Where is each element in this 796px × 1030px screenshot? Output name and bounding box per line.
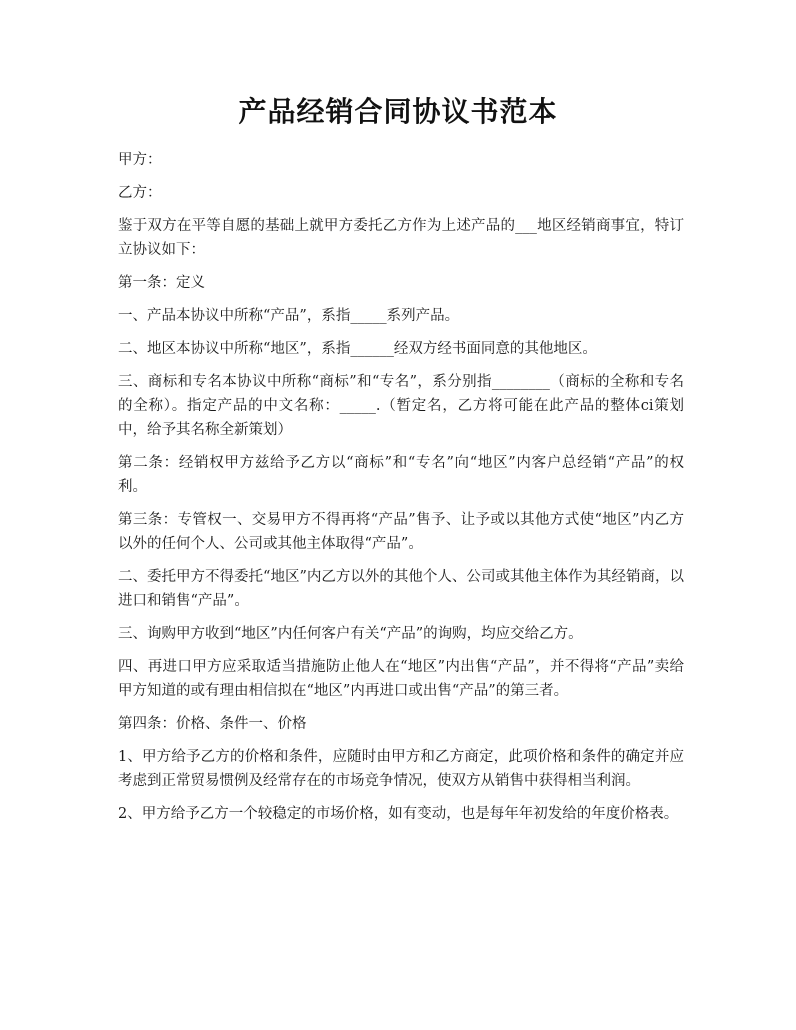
clause-reimport: 四、再进口甲方应采取适当措施防止他人在“地区”内出售“产品”，并不得将“产品”卖给甲方知道的或有理由相信拟在“地区”内再进口或出售“产品”的第三者。 <box>118 659 684 699</box>
document-body <box>118 148 684 835</box>
document-title: 产品经销合同协议书范本 <box>238 95 558 128</box>
clause-entrust: 二、委托甲方不得委托“地区”内乙方以外的其他个人、公司或其他主体作为其经销商，以进口和销售“产品”。 <box>118 569 684 609</box>
party-b-line: 乙方： <box>118 185 162 201</box>
price-clause-1: 1、甲方给予乙方的价格和条件，应随时由甲方和乙方商定，此项价格和条件的确定并应考虑到正常贸易惯例及经常存在的市场竞争情况，使双方从销售中获得相当利润。 <box>118 749 684 789</box>
preamble-paragraph: 鉴于双方在平等自愿的基础上就甲方委托乙方作为上述产品的___地区经销商事宜，特订立协议如下： <box>118 218 684 258</box>
clause-region: 二、地区本协议中所称“地区”，系指______经双方经书面同意的其他地区。 <box>118 341 597 357</box>
article-1-heading: 第一条：定义 <box>118 275 205 291</box>
clause-trademark: 三、商标和专名本协议中所称“商标”和“专名”，系分别指________（商标的全称和专名的全称）。指定产品的中文名称：_____.（暂定名，乙方将可能在此产品的整体ci策划中，给予其名称全新策划） <box>118 374 684 438</box>
party-a-line: 甲方： <box>118 152 162 168</box>
clause-product: 一、产品本协议中所称“产品”，系指_____系列产品。 <box>118 308 460 324</box>
price-clause-2: 2、甲方给予乙方一个较稳定的市场价格，如有变动，也是每年年初发给的年度价格表。 <box>118 806 679 822</box>
clause-inquiry: 三、询购甲方收到“地区”内任何客户有关“产品”的询购，均应交给乙方。 <box>118 626 583 642</box>
article-2-paragraph: 第二条：经销权甲方兹给予乙方以“商标”和“专名”向“地区”内客户总经销“产品”的权利。 <box>118 455 684 495</box>
article-4-heading: 第四条：价格、条件一、价格 <box>118 716 307 732</box>
article-3-paragraph: 第三条：专管权一、交易甲方不得再将“产品”售予、让予或以其他方式使“地区”内乙方以外的任何个人、公司或其他主体取得“产品”。 <box>118 512 684 552</box>
